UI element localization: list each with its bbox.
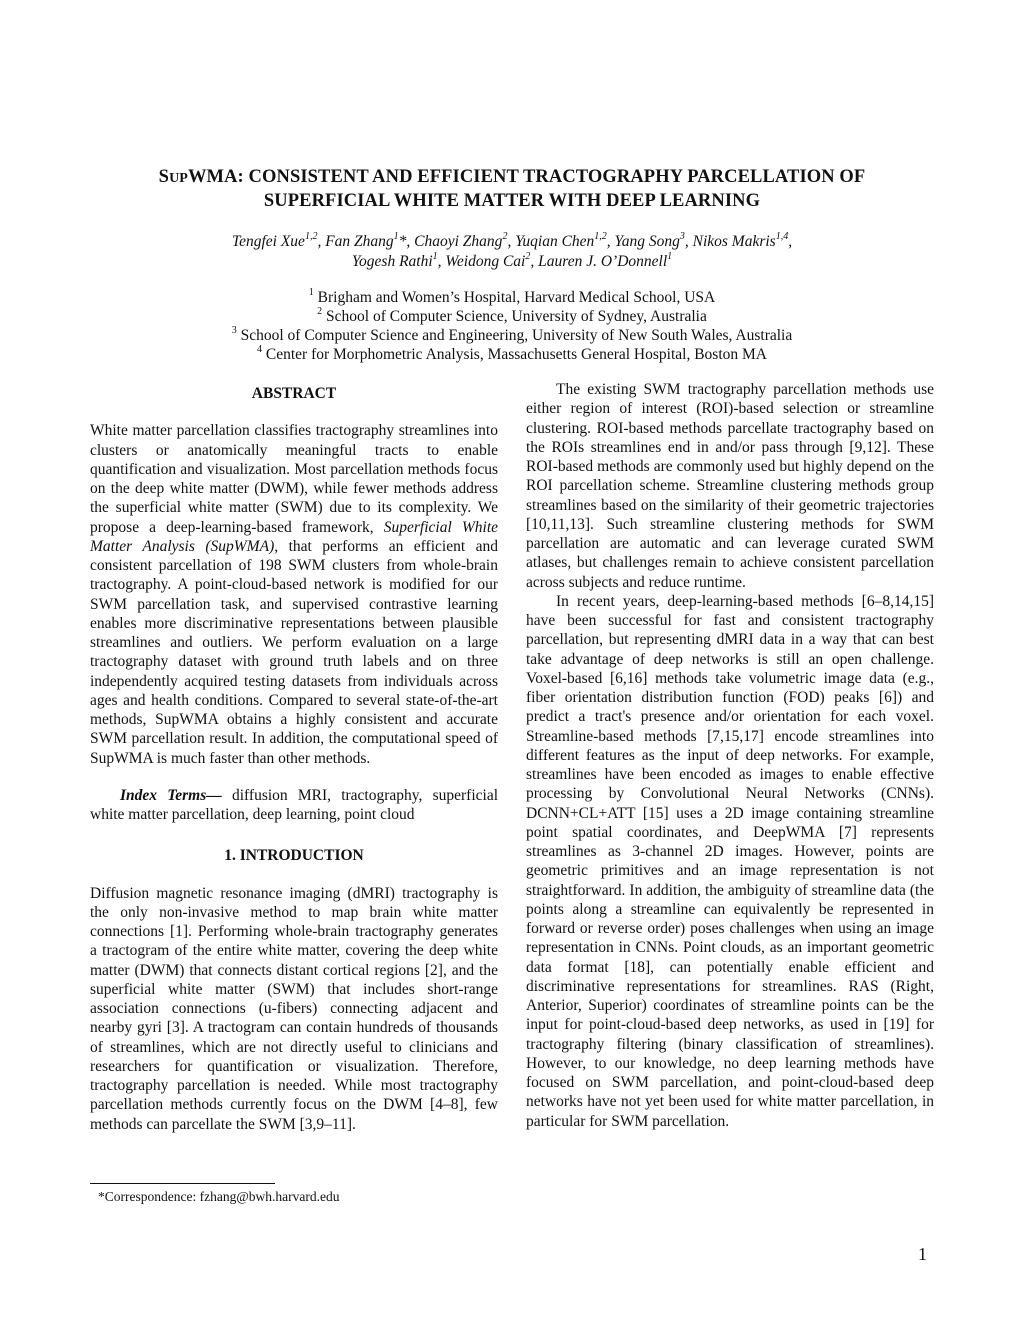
author-line-2: Yogesh Rathi$^1$, Weidong Cai$^2$, Lauren J. O’Donnell$^1$ bbox=[351, 250, 673, 270]
author-name: Chaoyi Zhang bbox=[414, 233, 503, 250]
paper-title bbox=[90, 166, 934, 213]
title-line-2: SUPERFICIAL WHITE MATTER WITH DEEP LEARNING bbox=[263, 191, 761, 211]
author-name: Lauren J. O’Donnell bbox=[538, 253, 668, 270]
author-name: Fan Zhang bbox=[325, 233, 394, 250]
author-line-1: Tengfei Xue$^{1,2}$, Fan Zhang$^1$*, Chaoyi Zhang$^2$, Yuqian Chen$^{1,2}$, Yang Song$^3$, Nikos Makris$^{1,4}$, bbox=[231, 230, 793, 250]
affiliation: $^2$ School of Computer Science, University of Sydney, Australia bbox=[317, 305, 707, 325]
page-number: 1 bbox=[918, 1244, 927, 1264]
affiliation: $^3$ School of Computer Science and Engineering, University of New South Wales, Australia bbox=[231, 324, 793, 344]
title-line-1: SUPWMA: CONSISTENT AND EFFICIENT TRACTOGRAPHY PARCELLATION OF bbox=[158, 167, 866, 187]
author-name: Yogesh Rathi bbox=[351, 253, 433, 270]
correspondence-footnote: *Correspondence: fzhang@bwh.harvard.edu bbox=[98, 1189, 340, 1204]
right-column bbox=[526, 380, 934, 1131]
author-name: Weidong Cai bbox=[445, 253, 526, 270]
footnote-rule bbox=[90, 1183, 275, 1184]
author-list bbox=[90, 232, 934, 272]
author-name: Nikos Makris bbox=[692, 233, 776, 250]
index-terms: Index Terms— diffusion MRI, tractography, superficial white matter parcellation, deep learning, point cloud bbox=[90, 786, 499, 823]
left-column bbox=[90, 380, 498, 1134]
affiliation-list bbox=[90, 288, 934, 364]
affiliation: $^4$ Center for Morphometric Analysis, Massachusetts General Hospital, Boston MA bbox=[257, 343, 767, 363]
abstract-heading: ABSTRACT bbox=[251, 385, 337, 402]
author-name: Tengfei Xue bbox=[231, 233, 305, 250]
author-name: Yuqian Chen bbox=[515, 233, 595, 250]
author-name: Yang Song bbox=[614, 233, 680, 250]
abstract-text: White matter parcellation classifies tractography streamlines into clusters or anatomically meaningful tracts to enable quantification and visualization. Most parcellation methods focus on the deep white matter (DWM), while fewer methods address the superficial white matter (SWM) due to its complexity. We propose a deep-learning-based framework, Superficial White Matter Analysis (SupWMA), that performs an efficient and consistent parcellation of 198 SWM clusters from whole-brain tractography. A point-cloud-based network is modified for our SWM parcellation task, and supervised contrastive learning enables more discriminative representations between plausible streamlines and outliers. We perform evaluation on a large tractography dataset with ground truth labels and on three independently acquired testing datasets from individuals across ages and health conditions. Compared to several state-of-the-art methods, SupWMA obtains a highly consistent and accurate SWM parcellation result. In addition, the computational speed of SupWMA is much faster than other methods. bbox=[90, 422, 499, 767]
intro-paragraph-3: In recent years, deep-learning-based methods [6–8,14,15] have been successful for fast and consistent tractography parcellation, but representing dMRI data in a way that can best take advantage of deep networks is still an open challenge. Voxel-based [6,16] methods take volumetric image data (e.g., fiber orientation distribution function (FOD) peaks [6]) and predict a tract's presence and/or orientation for each voxel. Streamline-based methods [7,15,17] encode streamlines into different features as the input of deep networks. For example, streamlines have been encoded as images to enable effective processing by Convolutional Neural Networks (CNNs). DCNN+CL+ATT [15] uses a 2D image containing streamline point spatial coordinates, and DeepWMA [7] represents streamlines as 3-channel 2D images. However, points are geometric primitives and an image representation is not straightforward. In addition, the ambiguity of streamline data (the points along a streamline can equivalently be represented in forward or reverse order) poses challenges when using an image representation in CNNs. Point clouds, as an important geometric data format [18], can potentially enable efficient and discriminative representations for streamlines. RAS (Right, Anterior, Superior) coordinates of streamline points can be the input for point-cloud-based deep networks, as used in [19] for tractography filtering (binary classification of streamlines). However, to our knowledge, no deep learning methods have focused on SWM parcellation, and point-cloud-based deep networks have not yet been used for white matter parcellation, in particular for SWM parcellation. bbox=[526, 592, 934, 1130]
introduction-heading: 1. INTRODUCTION bbox=[224, 847, 364, 865]
intro-paragraph-2: The existing SWM tractography parcellation methods use either region of interest (ROI)-based selection or streamline clustering. ROI-based methods parcellate tractography based on the ROIs streamlines end in and/or pass through [9,12]. These ROI-based methods are commonly used but highly depend on the ROI parcellation scheme. Streamline clustering methods group streamlines based on the similarity of their geometric trajectories [10,11,13]. Such streamline clustering methods for SWM parcellation are automatic and can leverage curated SWM atlases, but challenges remain to achieve consistent parcellation across subjects and reduce runtime. bbox=[526, 381, 934, 591]
intro-paragraph-1: Diffusion magnetic resonance imaging (dMRI) tractography is the only non-invasive method to map brain white matter connections [1]. Performing whole-brain tractography generates a tractogram of the entire white matter, covering the deep white matter (DWM) that connects distant cortical regions [2], and the superficial white matter (SWM) that includes short-range association connections (u-fibers) connecting adjacent and nearby gyri [3]. A tractogram can contain hundreds of thousands of streamlines, which are not directly useful to clinicians and researchers for quantification or visualization. Therefore, tractography parcellation is needed. While most tractography parcellation methods currently focus on the DWM [4–8], few methods can parcellate the SWM [3,9–11]. bbox=[90, 884, 498, 1133]
affiliation: $^1$ Brigham and Women’s Hospital, Harvard Medical School, USA bbox=[308, 286, 716, 306]
